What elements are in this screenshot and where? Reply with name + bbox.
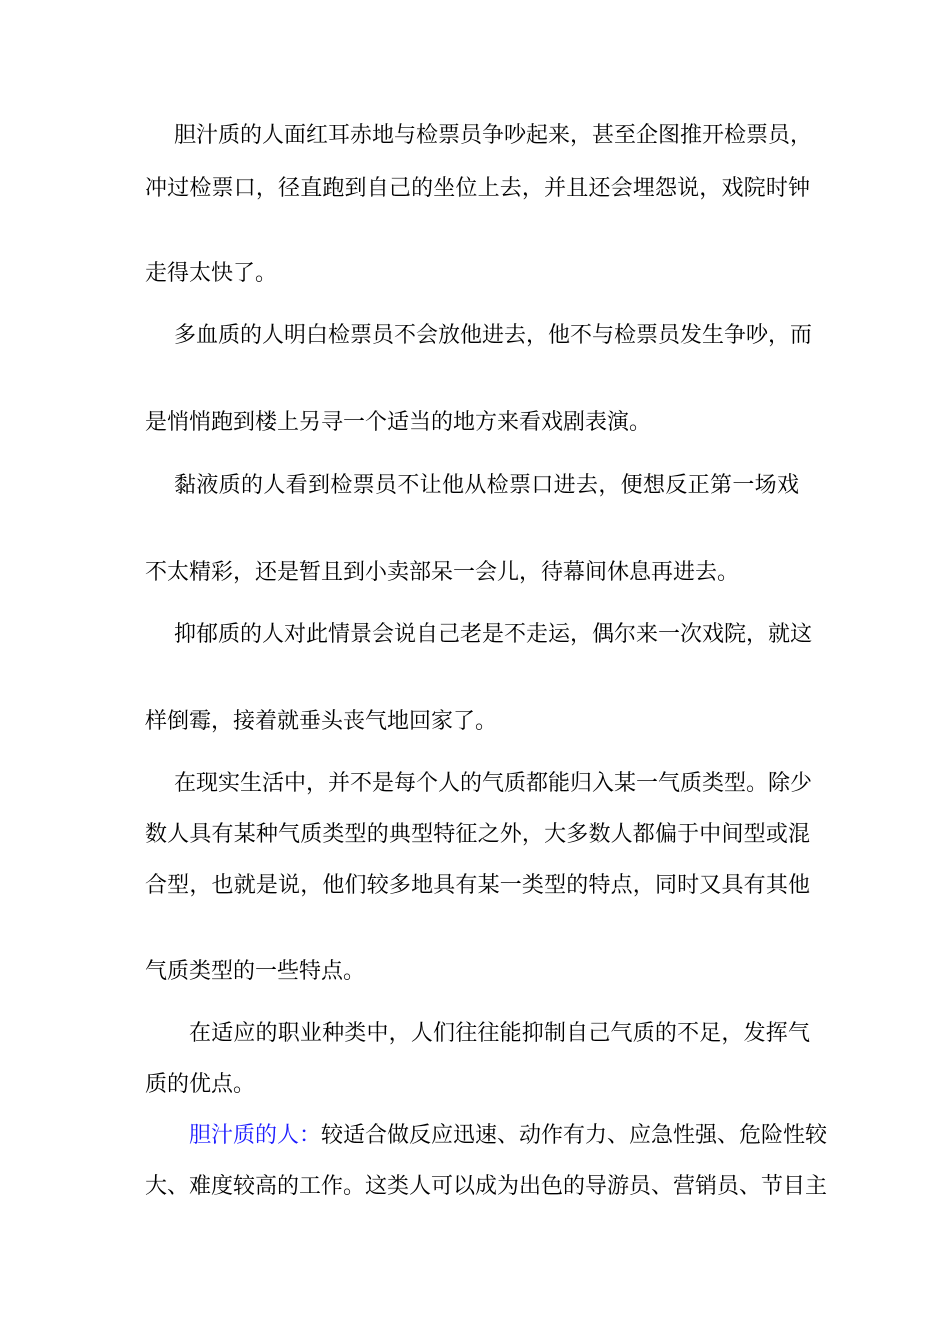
mixed-types-line-1: 在现实生活中，并不是每个人的气质都能归入某一气质类型。除少 xyxy=(174,771,813,796)
choleric-scene-line-1: 胆汁质的人面红耳赤地与检票员争吵起来，甚至企图推开检票员， xyxy=(174,123,813,148)
choleric-career-line-1 xyxy=(189,1119,828,1153)
phlegmatic-scene-line-1: 黏液质的人看到检票员不让他从检票口进去，便想反正第一场戏 xyxy=(174,473,799,498)
sanguine-scene-line-1: 多血质的人明白检票员不会放他进去，他不与检票员发生争吵，而 xyxy=(174,323,813,348)
phlegmatic-scene-line-2: 不太精彩，还是暂且到小卖部呆一会儿，待幕间休息再进去。 xyxy=(145,560,740,585)
choleric-career-label: 胆汁质的人： xyxy=(189,1123,322,1148)
sanguine-scene-line-2: 是悄悄跑到楼上另寻一个适当的地方来看戏剧表演。 xyxy=(145,410,652,435)
mixed-types-line-4: 气质类型的一些特点。 xyxy=(145,959,366,984)
choleric-career-line-1-text: 较适合做反应迅速、动作有力、应急性强、危险性较 xyxy=(321,1123,828,1148)
choleric-career-line-2: 大、难度较高的工作。这类人可以成为出色的导游员、营销员、节目主 xyxy=(145,1174,828,1199)
choleric-scene-line-2: 冲过检票口，径直跑到自己的坐位上去，并且还会埋怨说，戏院时钟 xyxy=(145,176,810,201)
melancholic-scene-line-2: 样倒霉，接着就垂头丧气地回家了。 xyxy=(145,709,498,734)
career-fit-line-1: 在适应的职业种类中，人们往往能抑制自己气质的不足，发挥气 xyxy=(189,1021,810,1046)
melancholic-scene-line-1: 抑郁质的人对此情景会说自己老是不走运，偶尔来一次戏院，就这 xyxy=(174,622,813,647)
choleric-scene-line-3: 走得太快了。 xyxy=(145,261,278,286)
mixed-types-line-2: 数人具有某种气质类型的典型特征之外，大多数人都偏于中间型或混 xyxy=(145,822,810,847)
mixed-types-line-3: 合型，也就是说，他们较多地具有某一类型的特点，同时又具有其他 xyxy=(145,873,810,898)
career-fit-line-2: 质的优点。 xyxy=(145,1072,256,1097)
